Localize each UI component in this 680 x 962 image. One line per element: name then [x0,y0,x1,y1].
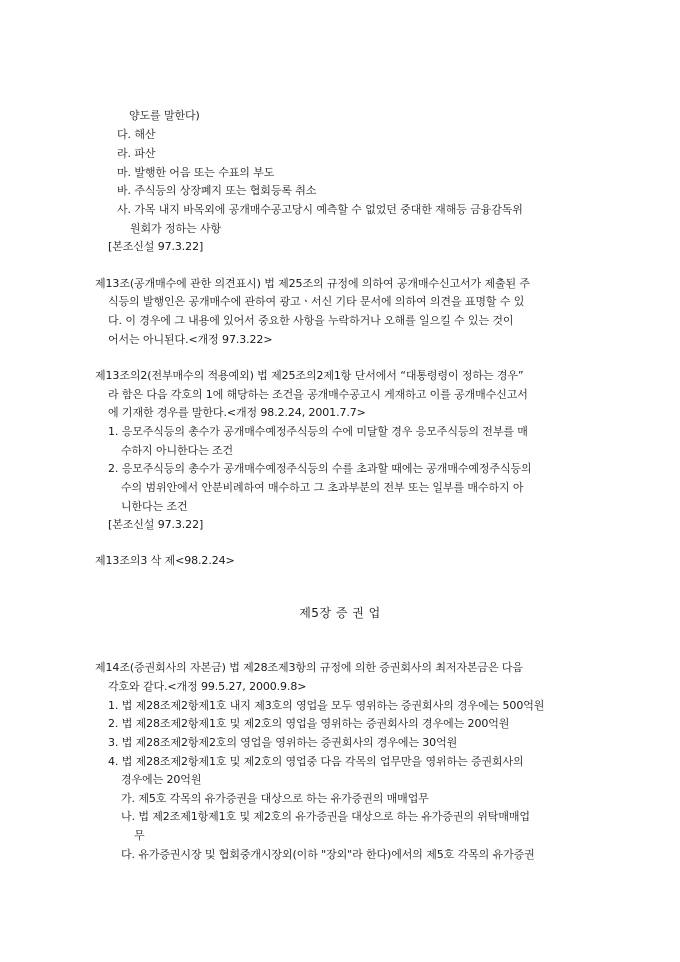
list-item: 1. 응모주식등의 총수가 공개매수예정주식등의 수에 미달할 경우 응모주식등의 전부를 매 [108,425,528,438]
text-line: 바. 주식등의 상장폐지 또는 협회등록 취소 [117,184,317,197]
article-heading: 제13조의3 삭 제<98.2.24> [95,554,235,567]
list-item: 2. 응모주식등의 총수가 공개매수예정주식등의 수를 초과할 때에는 공개매수예정주식등의 [108,462,532,475]
text-line: 양도를 말한다) [129,109,200,122]
text-line: 에 기재한 경우를 말한다.<개정 98.2.24, 2001.7.7> [108,406,366,419]
list-item: 1. 법 제28조제2항제1호 내지 제3호의 영업을 모두 영위하는 증권회사의 경우에는 500억원 [108,699,545,712]
article-heading: 제14조(증권회사의 자본금) 법 제28조제3항의 규정에 의한 증권회사의 최저자본금은 다음 [95,661,523,674]
text-line: 각호와 같다.<개정 99.5.27, 2000.9.8> [108,680,307,693]
text-line: 식등의 발행인은 공개매수에 관하여 광고ㆍ서신 기타 문서에 의하여 의견을 표명할 수 있 [108,295,525,308]
text-line: 수의 범위안에서 안분비례하여 매수하고 그 초과부분의 전부 또는 일부를 매수하지 아 [121,481,524,494]
article-heading: 제13조의2(전부매수의 적용예외) 법 제25조의2제1항 단서에서 “대통령령이 정하는 경우” [95,369,524,382]
list-item: 2. 법 제28조제2항제1호 및 제2호의 영업을 영위하는 증권회사의 경우에는 200억원 [108,717,510,730]
list-item: 3. 법 제28조제2항제2호의 영업을 영위하는 증권회사의 경우에는 30억원 [108,736,458,749]
text-line: 어서는 아니된다.<개정 97.3.22> [108,333,273,346]
sub-list-item: 가. 제5호 각목의 유가증권을 대상으로 하는 유가증권의 매매업무 [121,792,429,805]
text-line: 사. 가목 내지 바목외에 공개매수공고당시 예측할 수 없었던 중대한 재해등 금융감독위 [117,203,523,216]
text-line: 니한다는 조건 [121,500,188,513]
chapter-title: 제5장 증 권 업 [299,606,381,620]
article-heading: 제13조(공개매수에 관한 의견표시) 법 제25조의 규정에 의하여 공개매수신고서가 제출된 주 [95,277,530,290]
sub-list-item: 다. 유가증권시장 및 협회중개시장외(이하 "장외"라 한다)에서의 제5호 각목의 유가증권 [121,848,535,861]
text-line: 경우에는 20억원 [121,773,202,786]
list-item: 4. 법 제28조제2항제1호 및 제2호의 영업중 다음 각목의 업무만을 영위하는 증권회사의 [108,755,524,768]
text-line: 라 함은 다음 각호의 1에 해당하는 조건을 공개매수공고시 게재하고 이를 공개매수신고서 [108,388,528,401]
amendment-note: [본조신설 97.3.22] [108,240,204,253]
text-line: 마. 발행한 어음 또는 수표의 부도 [117,166,275,179]
text-line: 원회가 정하는 사항 [130,222,222,235]
sub-list-item: 나. 법 제2조제1항제1호 및 제2호의 유가증권을 대상으로 하는 유가증권의 위탁매매업 [121,810,530,823]
text-line: 다. 이 경우에 그 내용에 있어서 중요한 사항을 누락하거나 오해를 일으킬 수 있는 것이 [108,314,514,327]
amendment-note: [본조신설 97.3.22] [108,518,204,531]
text-line: 다. 해산 [117,128,156,141]
text-line: 수하지 아니한다는 조건 [121,444,234,457]
text-line: 무 [134,829,145,842]
text-line: 라. 파산 [117,147,156,160]
